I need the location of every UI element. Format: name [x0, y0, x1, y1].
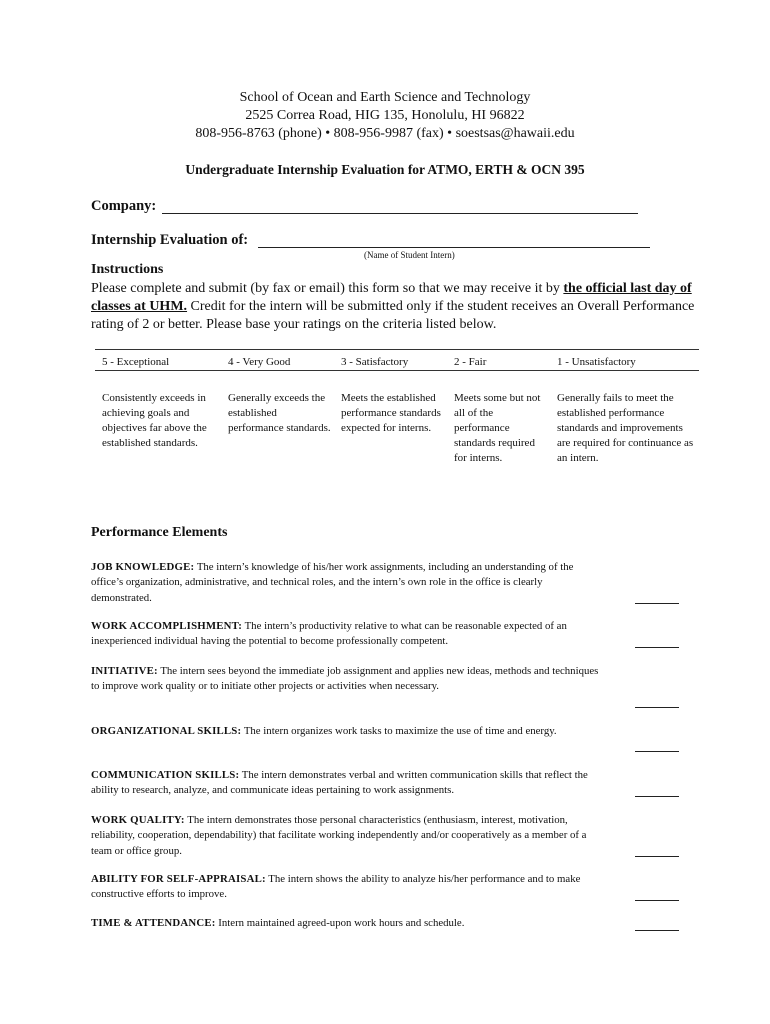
- element-text: The intern demonstrates verbal and written communication skills that reflect the ability to research, analyze, and communicate ideas pertaining to work assignments.: [91, 769, 588, 797]
- scale-label-4: 4 - Very Good: [228, 356, 291, 368]
- instructions-heading: Instructions: [91, 262, 164, 277]
- rating-initiative[interactable]: [635, 707, 679, 708]
- element-work-quality: [91, 813, 603, 859]
- element-text: The intern sees beyond the immediate job assignment and applies new ideas, methods and techniques to improve work quality or to initiate other projects or activities when necessary.: [91, 665, 599, 693]
- element-title: WORK QUALITY:: [91, 814, 185, 826]
- scale-label-2: 2 - Fair: [454, 356, 487, 368]
- element-text: The intern’s productivity relative to what can be reasonable expected of an inexperienced individual having the potential to become professionally competent.: [91, 620, 567, 648]
- element-communication-skills: [91, 768, 603, 799]
- intern-label: Internship Evaluation of:: [91, 232, 249, 248]
- instructions-text-part1: Please complete and submit (by fax or email) this form so that we may receive it by: [91, 281, 564, 296]
- school-name: School of Ocean and Earth Science and Technology: [239, 90, 531, 105]
- instructions-deadline: the official last day of classes at UHM.: [91, 281, 692, 314]
- element-work-accomplishment: [91, 619, 603, 650]
- element-organizational-skills: [91, 724, 603, 739]
- element-job-knowledge: [91, 560, 603, 606]
- rating-work-accomplishment[interactable]: [635, 647, 679, 648]
- element-text: The intern demonstrates those personal characteristics (enthusiasm, interest, motivation, reliability, cooperation, dependability) that facilitate working independently and/or cooperatively as a member of a team or office group.: [91, 814, 587, 857]
- scale-label-5: 5 - Exceptional: [102, 356, 170, 368]
- element-text: The intern shows the ability to analyze his/her performance and to make constructive efforts to improve.: [91, 873, 581, 901]
- company-label: Company:: [91, 198, 157, 214]
- scale-desc-4: Generally exceeds the established performance standards.: [228, 392, 331, 434]
- element-initiative: [91, 664, 603, 695]
- school-contact: 808-956-8763 (phone) • 808-956-9987 (fax) • soestsas@hawaii.edu: [195, 126, 575, 141]
- rating-organizational-skills[interactable]: [635, 751, 679, 752]
- rating-self-appraisal[interactable]: [635, 900, 679, 901]
- rating-job-knowledge[interactable]: [635, 603, 679, 604]
- intern-name-note: (Name of Student Intern): [364, 250, 455, 260]
- element-self-appraisal: [91, 872, 603, 903]
- element-title: JOB KNOWLEDGE:: [91, 561, 195, 573]
- scale-desc-2: Meets some but not all of the performance standards required for interns.: [454, 392, 541, 464]
- scale-desc-1: Generally fails to meet the established performance standards and improvements are required for continuance as an intern.: [557, 392, 694, 464]
- instructions-text: [91, 280, 701, 334]
- element-text: Intern maintained agreed-upon work hours and schedule.: [218, 917, 465, 929]
- intern-name-field[interactable]: [258, 247, 650, 248]
- scale-bottom-rule: [95, 370, 699, 371]
- performance-heading: Performance Elements: [91, 525, 228, 540]
- scale-top-rule: [95, 349, 699, 350]
- scale-desc-5: Consistently exceeds in achieving goals and objectives far above the established standards.: [102, 392, 207, 449]
- company-field[interactable]: [162, 213, 638, 214]
- element-title: INITIATIVE:: [91, 665, 158, 677]
- element-time-attendance: [91, 916, 603, 931]
- instructions-text-part2: Credit for the intern will be submitted only if the student receives an Overall Performance rating of 2 or better. Please base your ratings on the criteria listed below.: [91, 299, 695, 332]
- school-address: 2525 Correa Road, HIG 135, Honolulu, HI 96822: [245, 108, 525, 123]
- element-title: ABILITY FOR SELF-APPRAISAL:: [91, 873, 266, 885]
- scale-desc-3: Meets the established performance standards expected for interns.: [341, 392, 441, 434]
- rating-communication-skills[interactable]: [635, 796, 679, 797]
- element-text: The intern organizes work tasks to maximize the use of time and energy.: [243, 725, 557, 737]
- element-title: ORGANIZATIONAL SKILLS:: [91, 725, 242, 737]
- element-title: COMMUNICATION SKILLS:: [91, 769, 240, 781]
- element-title: WORK ACCOMPLISHMENT:: [91, 620, 243, 632]
- scale-label-1: 1 - Unsatisfactory: [557, 356, 636, 368]
- scale-label-3: 3 - Satisfactory: [341, 356, 409, 368]
- form-title: Undergraduate Internship Evaluation for ATMO, ERTH & OCN 395: [185, 162, 585, 177]
- element-text: The intern’s knowledge of his/her work assignments, including an understanding of the office’s organization, administrative, and technical roles, and the intern’s own role in the office is clearly demonstrated.: [91, 561, 574, 604]
- element-title: TIME & ATTENDANCE:: [91, 917, 216, 929]
- rating-time-attendance[interactable]: [635, 930, 679, 931]
- rating-work-quality[interactable]: [635, 856, 679, 857]
